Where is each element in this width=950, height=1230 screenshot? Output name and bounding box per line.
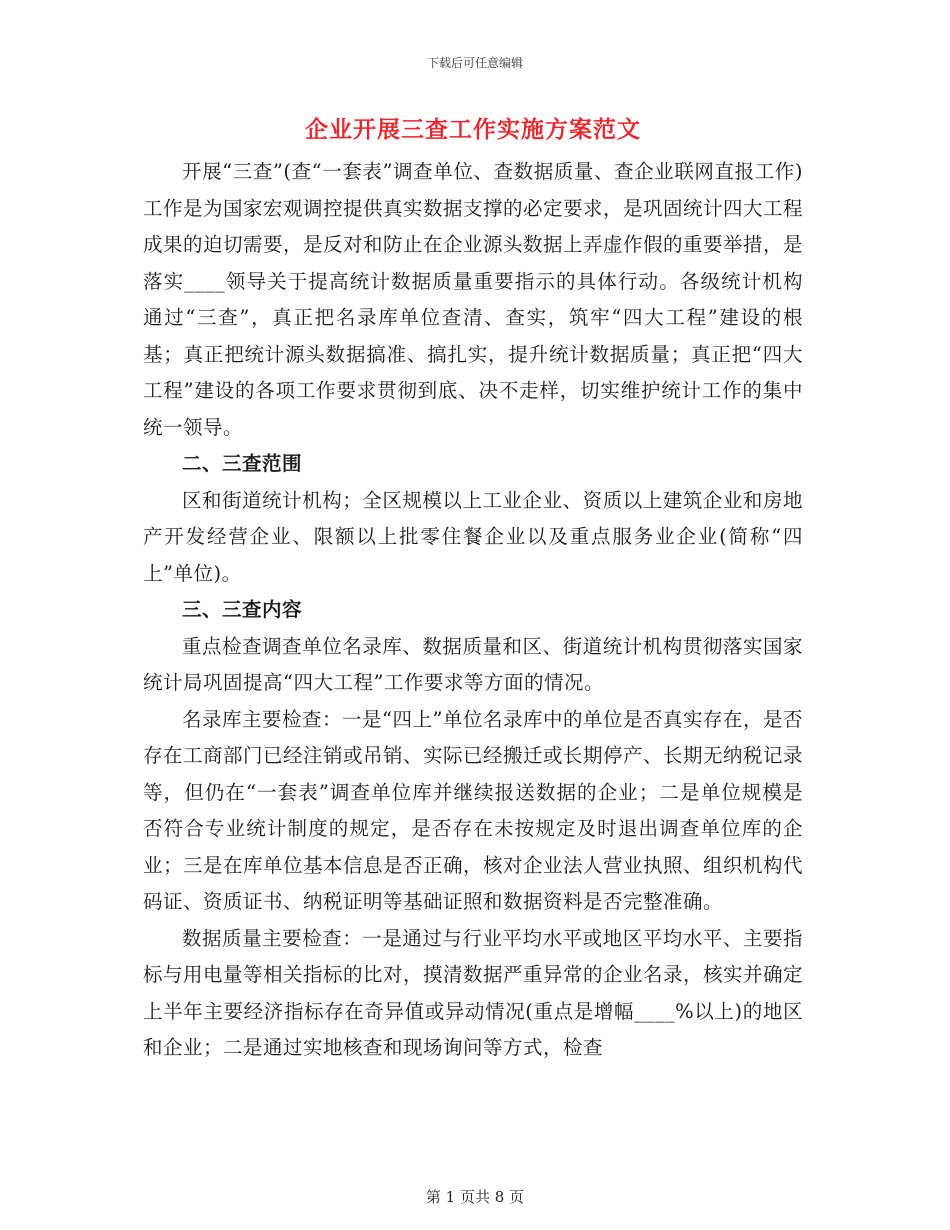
document-title: 企业开展三查工作实施方案范文 — [305, 116, 641, 143]
directory-check-paragraph: 名录库主要检查：一是“四上”单位名录库中的单位是否真实存在，是否存在工商部门已经注销或吊销、实际已经搬迁或长期停产、长期无纳税记录等，但仍在“一套表”调查单位库并继续报送数据的企业；二是单位规模是否符合专业统计制度的规定，是否存在未按规定及时退出调查单位库的企业；三是在库单位基本信息是否正确，核对企业法人营业执照、组织机构代码证、资质证书、纳税证明等基础证照和数据资料是否完整准确。 — [143, 707, 804, 913]
page-header: 下载后可任意编辑 — [426, 56, 523, 70]
scope-paragraph: 区和街道统计机构；全区规模以上工业企业、资质以上建筑企业和房地产开发经营企业、限额以上批零住餐企业以及重点服务业企业(简称“四上”单位)。 — [143, 488, 803, 585]
page-footer: 第 1 页共 8 页 — [425, 1188, 525, 1206]
data-quality-paragraph: 数据质量主要检查：一是通过与行业平均水平或地区平均水平、主要指标与用电量等相关指标的比对，摸清数据严重异常的企业名录，核实并确定上半年主要经济指标存在奇异值或异动情况(重点是增幅____%以上)的地区和企业；二是通过实地核查和现场询问等方式，检查 — [143, 926, 804, 1059]
content-paragraph: 重点检查调查单位名录库、数据质量和区、街道统计机构贯彻落实国家统计局巩固提高“四大工程”工作要求等方面的情况。 — [143, 634, 803, 694]
section-heading-scope: 二、三查范围 — [182, 452, 303, 475]
document-body — [143, 110, 803, 1067]
intro-paragraph: 开展“三查”(查“一套表”调查单位、查数据质量、查企业联网直报工作)工作是为国家宏观调控提供真实数据支撑的必定要求，是巩固统计四大工程成果的迫切需要，是反对和防止在企业源头数据上弄虚作假的重要举措，是落实____领导关于提高统计数据质量重要指示的具体行动。各级统计机构通过“三查”，真正把名录库单位查清、查实，筑牢“四大工程”建设的根基；真正把统计源头数据搞准、搞扎实，提升统计数据质量；真正把“四大工程”建设的各项工作要求贯彻到底、决不走样，切实维护统计工作的集中统一领导。 — [143, 160, 804, 439]
section-heading-content: 三、三查内容 — [182, 598, 303, 621]
